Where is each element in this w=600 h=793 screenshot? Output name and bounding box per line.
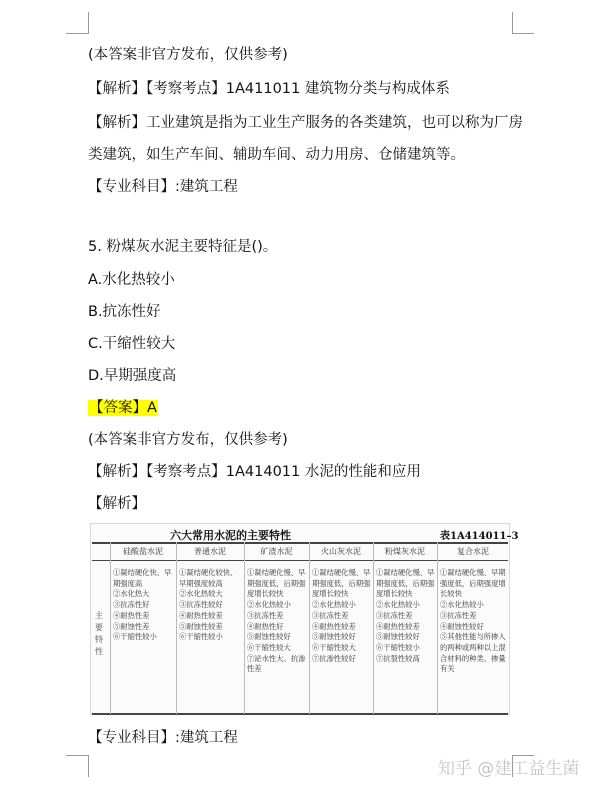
option-d: D.早期强度高 — [88, 368, 177, 384]
subject-1: 【专业科目】:建筑工程 — [88, 179, 238, 195]
table-cell-item: ④耐热性好 — [247, 621, 284, 631]
table-cell-item: ⑦泌水性大、抗渗性差 — [247, 653, 306, 674]
crop-mark-bl-v — [88, 755, 89, 777]
table-cell-item: ④耐热性较差 — [376, 621, 420, 631]
table-cell-item: ②水化热大 — [113, 589, 150, 599]
table-bottom-rule — [92, 713, 508, 715]
option-c: C.干缩性较大 — [88, 336, 176, 352]
analysis-1a: 【解析】工业建筑是指为工业生产服务的各类建筑，也可以称为厂房 — [88, 115, 523, 131]
table-cell-item: ①凝结硬化慢、早期强度低，后期强度增长较快 — [312, 568, 371, 599]
col-divider — [176, 542, 177, 714]
table-cell — [179, 568, 242, 643]
question-5: 5. 粉煤灰水泥主要特征是()。 — [88, 239, 278, 255]
table-header-rule — [92, 560, 508, 561]
col-divider — [373, 542, 374, 714]
table-cell — [376, 568, 435, 664]
option-b: B.抗冻性好 — [88, 304, 161, 320]
analysis-point-1: 【解析】【考察考点】1A411011 建筑物分类与构成体系 — [88, 81, 450, 97]
table-cell-item: ③抗冻性差 — [440, 610, 477, 620]
table-cell — [247, 568, 307, 675]
crop-mark-bl-h — [66, 755, 88, 756]
table-cell-item: ①凝结硬化快、早期强度高 — [113, 568, 172, 588]
table-cell-item: ①凝结硬化慢、早期强度低，后期强度增长较快 — [440, 568, 506, 599]
table-cell-item: ②水化热较小 — [247, 600, 291, 610]
table-cell-item: ⑤耐蚀性较好 — [376, 632, 420, 642]
analysis-1b: 类建筑，如生产车间、辅助车间、动力用房、仓储建筑等。 — [88, 147, 465, 163]
table-cell-item: ①凝结硬化慢、早期强度低，后期强度增长较快 — [376, 568, 435, 599]
crop-mark-tl-v — [88, 12, 89, 34]
table-cell-item: ⑦抗渗性较好 — [312, 653, 356, 663]
table-cell — [312, 568, 371, 664]
table-header: 火山灰水泥 — [321, 547, 361, 556]
col-divider — [309, 542, 310, 714]
table-cell-item: ⑥干缩性较大 — [312, 642, 356, 652]
option-a: A.水化热较小 — [88, 272, 175, 288]
table-header: 复合水泥 — [457, 547, 489, 556]
zhihu-watermark: 知乎 @建工益生菌 — [438, 759, 580, 779]
analysis-2: 【解析】 — [88, 496, 146, 512]
table-code: 表1A414011–3 — [440, 531, 519, 542]
table-header: 普通水泥 — [194, 547, 226, 556]
table-cell-item: ③抗冻性差 — [312, 610, 349, 620]
table-top-rule — [92, 542, 508, 544]
col-divider — [437, 542, 438, 714]
answer-highlight: 【答案】A — [89, 400, 157, 416]
disclaimer-2: (本答案非官方发布，仅供参考) — [88, 432, 288, 448]
col-divider — [110, 542, 111, 714]
table-cell-item: ①凝结硬化较快、早期强度较高 — [179, 568, 238, 588]
table-cell-item: ⑥干缩性较小 — [179, 632, 223, 642]
table-title: 六大常用水泥的主要特性 — [170, 529, 291, 542]
table-cell-item: ②水化热较小 — [440, 600, 484, 610]
table-cell-item: ④耐热性较差 — [179, 610, 223, 620]
table-header: 硅酸盐水泥 — [123, 547, 163, 556]
crop-mark-tl-h — [66, 33, 88, 34]
table-cell-item: ④耐热性较差 — [312, 621, 356, 631]
answer-line — [88, 398, 158, 418]
table-cell-item: ⑤耐蚀性差 — [113, 621, 150, 631]
disclaimer-1: (本答案非官方发布，仅供参考) — [88, 47, 288, 63]
table-cell-item: ⑤耐蚀性较好 — [312, 632, 356, 642]
table-cell-item: ⑥干缩性较小 — [376, 642, 420, 652]
col-divider — [244, 542, 245, 714]
table-cell-item: ⑤耐蚀性较好 — [247, 632, 291, 642]
table-cell-item: ①凝结硬化慢、早期强度低，后期强度增长较快 — [247, 568, 306, 599]
table-row-label: 主要特性 — [95, 611, 103, 656]
table-cell-item: ⑤耐蚀性较差 — [179, 621, 223, 631]
subject-2: 【专业科目】:建筑工程 — [88, 730, 238, 746]
table-header: 矿渣水泥 — [260, 547, 293, 556]
table-cell-item: ③抗冻性好 — [113, 600, 150, 610]
crop-mark-tr-v — [512, 12, 513, 34]
table-header: 粉煤灰水泥 — [385, 547, 425, 556]
table-cell — [440, 568, 507, 675]
table-cell-item: ②水化热较大 — [179, 589, 223, 599]
table-cell-item: ④耐蚀性较好 — [440, 621, 484, 631]
table-cell-item: ③抗冻性差 — [247, 610, 284, 620]
table-cell-item: ③抗冻性差 — [376, 610, 413, 620]
table-cell-item: ②水化热较小 — [312, 600, 356, 610]
table-cell-item: ②水化热较小 — [376, 600, 420, 610]
analysis-point-2: 【解析】【考察考点】1A414011 水泥的性能和应用 — [88, 464, 421, 480]
table-cell-item: ⑤其他性能与所掺入的两种或两种以上混合材料的种类、掺量有关 — [440, 632, 506, 674]
crop-mark-tr-h — [512, 33, 534, 34]
table-cell-item: ⑥干缩性较小 — [113, 632, 157, 642]
table-cell-item: ④耐热性差 — [113, 610, 150, 620]
table-cell-item: ⑥干缩性较大 — [247, 642, 291, 652]
table-cell-item: ⑦抗裂性较高 — [376, 653, 420, 663]
table-cell — [113, 568, 174, 643]
table-cell-item: ③抗冻性较好 — [179, 600, 223, 610]
